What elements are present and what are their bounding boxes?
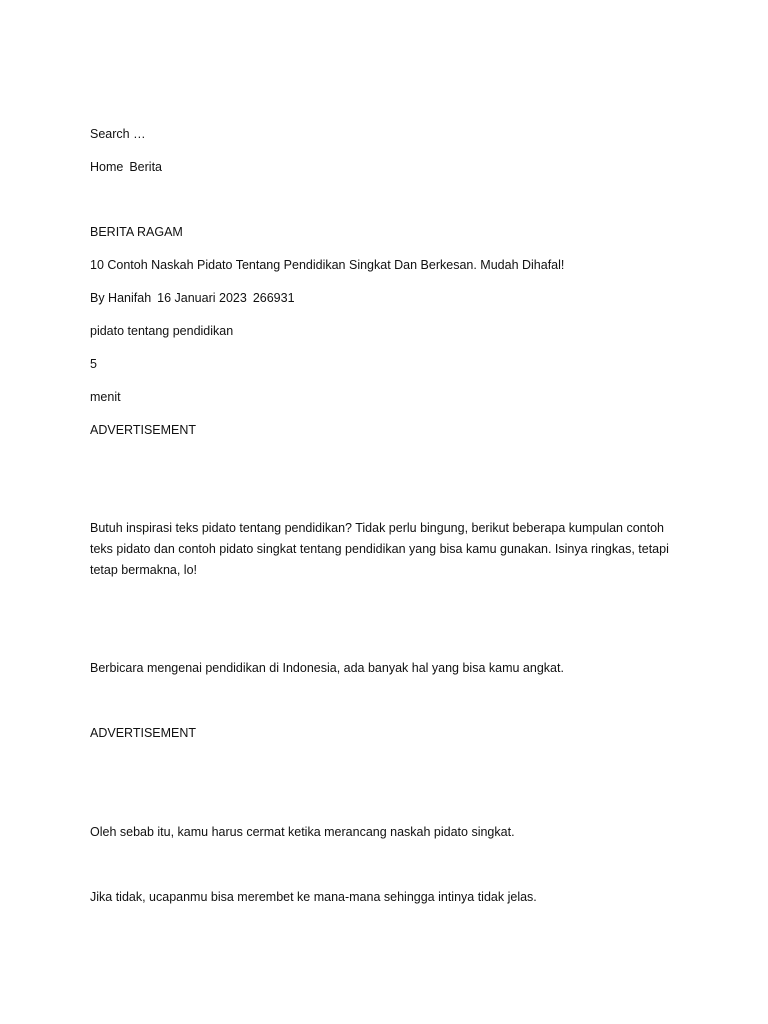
article-tag[interactable]: pidato tentang pendidikan bbox=[90, 324, 234, 338]
paragraph-body: Berbicara mengenai pendidikan di Indonesia, ada banyak hal yang bisa kamu angkat. bbox=[90, 661, 564, 675]
search-label[interactable]: Search … bbox=[90, 127, 146, 141]
article-meta bbox=[90, 291, 295, 305]
breadcrumb-home-link[interactable]: Home bbox=[90, 160, 124, 174]
paragraph-body: Oleh sebab itu, kamu harus cermat ketika merancang naskah pidato singkat. bbox=[90, 825, 515, 839]
paragraph-body: Jika tidak, ucapanmu bisa merembet ke mana-mana sehingga intinya tidak jelas. bbox=[90, 890, 537, 904]
category-label[interactable]: BERITA RAGAM bbox=[90, 225, 183, 239]
breadcrumb-berita-link[interactable]: Berita bbox=[129, 160, 162, 174]
article-title: 10 Contoh Naskah Pidato Tentang Pendidikan Singkat Dan Berkesan. Mudah Dihafal! bbox=[90, 258, 565, 272]
breadcrumb bbox=[90, 160, 162, 174]
read-time-value: 5 bbox=[90, 357, 97, 371]
read-time-unit: menit bbox=[90, 390, 121, 404]
view-count: 266931 bbox=[252, 291, 295, 305]
publish-date: 16 Januari 2023 bbox=[157, 291, 247, 305]
paragraph-intro: Butuh inspirasi teks pidato tentang pendidikan? Tidak perlu bingung, berikut beberapa kumpulan contoh teks pidato dan contoh pidato singkat tentang pendidikan yang bisa kamu gunakan. Isinya ringkas, tetapi tetap bermakna, lo! bbox=[90, 521, 669, 577]
advertisement-label: ADVERTISEMENT bbox=[90, 726, 197, 740]
advertisement-label: ADVERTISEMENT bbox=[90, 423, 197, 437]
author-name[interactable]: By Hanifah bbox=[90, 291, 152, 305]
